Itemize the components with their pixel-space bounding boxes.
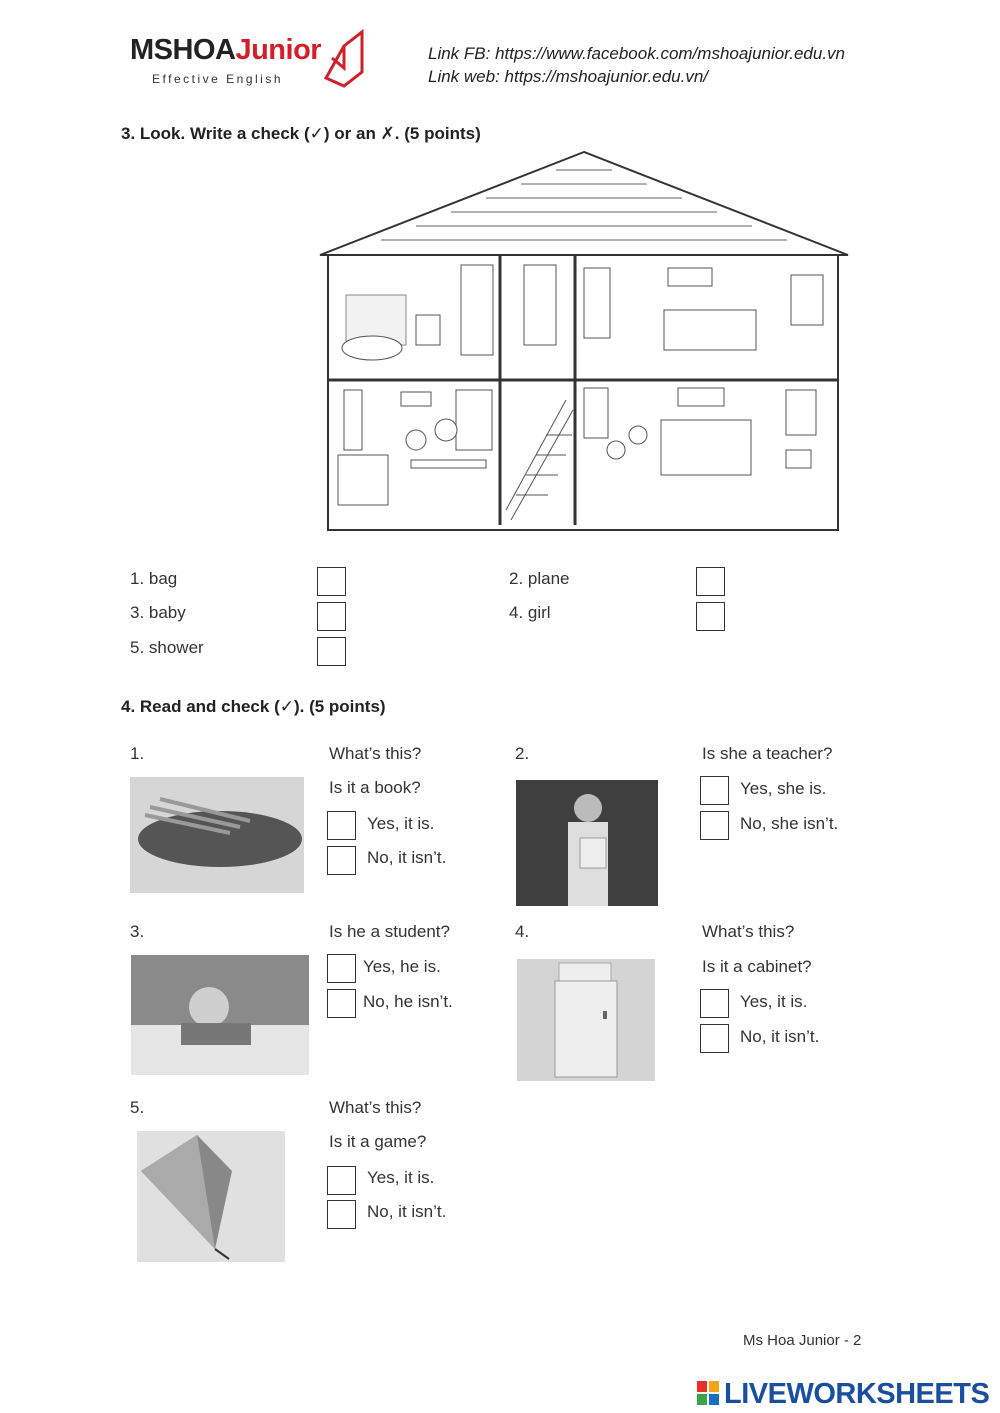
logo-main-text: MSHOA (130, 34, 236, 66)
q4-line1: What’s this? (702, 922, 795, 941)
q2-number: 2. (515, 744, 530, 763)
q5-no-label: No, it isn’t. (367, 1202, 447, 1221)
house-illustration (316, 150, 852, 532)
section4-title: 4. Read and check (✓). (5 points) (121, 697, 386, 716)
q1-yes-checkbox[interactable] (327, 811, 356, 840)
item-baby: 3. baby (130, 603, 186, 622)
header-links (428, 42, 845, 88)
item-girl: 4. girl (509, 603, 551, 622)
q5-no-checkbox[interactable] (327, 1200, 356, 1229)
q3-no-label: No, he isn’t. (363, 992, 453, 1011)
q5-yes-checkbox[interactable] (327, 1166, 356, 1195)
q1-no-label: No, it isn’t. (367, 848, 447, 867)
q4-number: 4. (515, 922, 530, 941)
item-bag: 1. bag (130, 569, 178, 588)
q1-line2: Is it a book? (329, 778, 421, 797)
answer-box-plane[interactable] (696, 567, 725, 596)
section3-title: 3. Look. Write a check (✓) or an ✗. (5 points) (121, 124, 481, 143)
link-fb[interactable]: Link FB: https://www.facebook.com/mshoajunior.edu.vn (428, 44, 846, 63)
lws-grid-icon (697, 1381, 721, 1407)
item-plane: 2. plane (509, 569, 570, 588)
q2-yes-label: Yes, she is. (740, 779, 827, 798)
q1-number: 1. (130, 744, 145, 763)
q2-no-checkbox[interactable] (700, 811, 729, 840)
answer-box-baby[interactable] (317, 602, 346, 631)
item-shower: 5. shower (130, 638, 204, 657)
logo-book-icon (322, 28, 366, 90)
q2-no-label: No, she isn’t. (740, 814, 839, 833)
q4-no-label: No, it isn’t. (740, 1027, 820, 1046)
q5-number: 5. (130, 1098, 145, 1117)
q1-yes-label: Yes, it is. (367, 814, 435, 833)
q3-line1: Is he a student? (329, 922, 450, 941)
q1-no-checkbox[interactable] (327, 846, 356, 875)
q4-line2: Is it a cabinet? (702, 957, 812, 976)
q5-yes-label: Yes, it is. (367, 1168, 435, 1187)
link-web[interactable]: Link web: https://mshoajunior.edu.vn/ (428, 67, 709, 86)
q5-line2: Is it a game? (329, 1132, 427, 1151)
q4-no-checkbox[interactable] (700, 1024, 729, 1053)
teacher-photo (516, 780, 658, 906)
answer-box-bag[interactable] (317, 567, 346, 596)
pencil-case-photo (130, 777, 304, 893)
logo (130, 34, 321, 67)
q2-line1: Is she a teacher? (702, 744, 833, 763)
q5-line1: What’s this? (329, 1098, 422, 1117)
q3-no-checkbox[interactable] (327, 989, 356, 1018)
logo-tagline: Effective English (152, 72, 283, 86)
q3-number: 3. (130, 922, 145, 941)
q2-yes-checkbox[interactable] (700, 776, 729, 805)
answer-box-girl[interactable] (696, 602, 725, 631)
answer-box-shower[interactable] (317, 637, 346, 666)
q3-yes-label: Yes, he is. (363, 957, 441, 976)
cabinet-photo (517, 959, 655, 1081)
baby-photo (131, 955, 309, 1075)
page-label: Ms Hoa Junior - 2 (743, 1332, 862, 1349)
q4-yes-checkbox[interactable] (700, 989, 729, 1018)
q1-line1: What’s this? (329, 744, 422, 763)
logo-accent-text: Junior (235, 34, 322, 66)
kite-photo (137, 1131, 285, 1262)
liveworksheets-brand: LIVEWORKSHEETS (724, 1378, 990, 1410)
q4-yes-label: Yes, it is. (740, 992, 808, 1011)
q3-yes-checkbox[interactable] (327, 954, 356, 983)
